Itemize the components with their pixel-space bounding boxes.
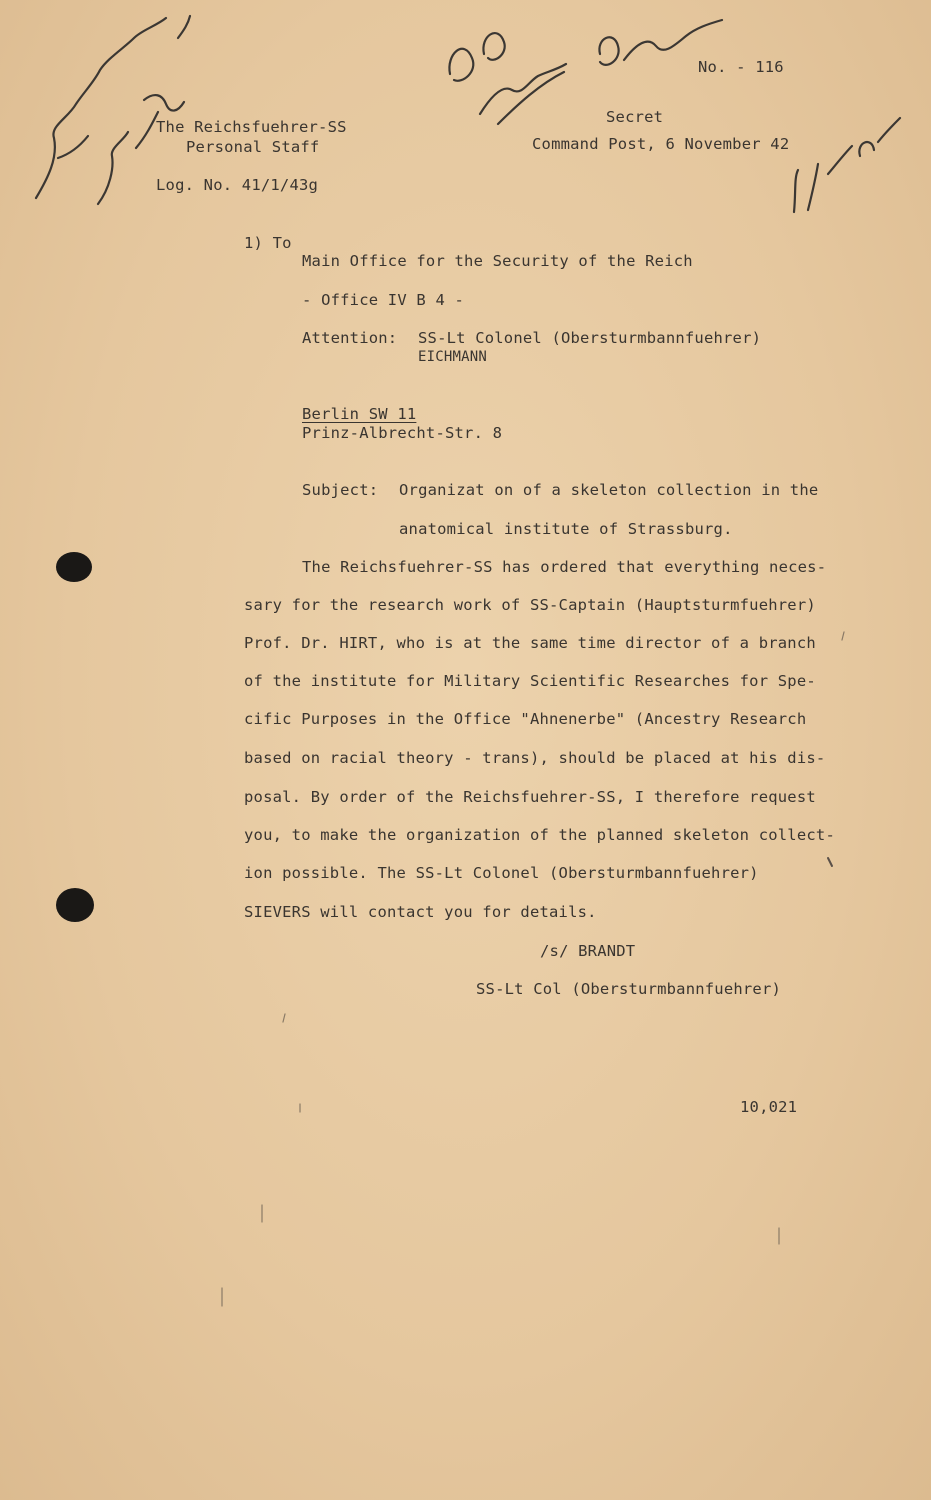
body-line: of the institute for Military Scientific Researches for Spe- bbox=[244, 672, 816, 690]
document-number: No. - 116 bbox=[698, 58, 784, 76]
classification-label: Secret bbox=[606, 108, 664, 126]
sender-line1: The Reichsfuehrer-SS bbox=[156, 118, 347, 136]
body-line: posal. By order of the Reichsfuehrer-SS, I therefore request bbox=[244, 788, 816, 806]
body-line: ion possible. The SS-Lt Colonel (Obersturmbannfuehrer) bbox=[244, 864, 759, 882]
attention-label: Attention: bbox=[302, 329, 398, 347]
recipient-city: Berlin SW 11 bbox=[302, 405, 417, 423]
attention-name: EICHMANN bbox=[418, 349, 488, 365]
recipient-street: Prinz-Albrecht-Str. 8 bbox=[302, 424, 503, 442]
body-line: you, to make the organization of the planned skeleton collect- bbox=[244, 826, 835, 844]
body-line: sary for the research work of SS-Captain (Hauptsturmfuehrer) bbox=[244, 596, 816, 614]
body-line: The Reichsfuehrer-SS has ordered that everything neces- bbox=[302, 558, 827, 576]
recipient-office-main: Main Office for the Security of the Reich bbox=[302, 252, 693, 270]
log-number: Log. No. 41/1/43g bbox=[156, 176, 319, 194]
document-code: 10,021 bbox=[740, 1098, 798, 1116]
subject-line-2: anatomical institute of Strassburg. bbox=[399, 520, 733, 538]
body-line: Prof. Dr. HIRT, who is at the same time director of a branch bbox=[244, 634, 816, 652]
recipient-office-sub: - Office IV B 4 - bbox=[302, 291, 465, 309]
recipient-item: 1) To bbox=[244, 234, 292, 252]
sender-line2: Personal Staff bbox=[186, 138, 320, 156]
place-date: Command Post, 6 November 42 bbox=[532, 135, 790, 153]
attention-rank: SS-Lt Colonel (Obersturmbannfuehrer) bbox=[418, 329, 762, 347]
subject-line-1: Organizat on of a skeleton collection in the bbox=[399, 481, 819, 499]
subject-label: Subject: bbox=[302, 481, 379, 499]
signature: /s/ BRANDT bbox=[540, 942, 636, 960]
signature-title: SS-Lt Col (Obersturmbannfuehrer) bbox=[476, 980, 782, 998]
body-line: based on racial theory - trans), should be placed at his dis- bbox=[244, 749, 826, 767]
body-line: cific Purposes in the Office "Ahnenerbe" (Ancestry Research bbox=[244, 710, 807, 728]
body-line: SIEVERS will contact you for details. bbox=[244, 903, 597, 921]
